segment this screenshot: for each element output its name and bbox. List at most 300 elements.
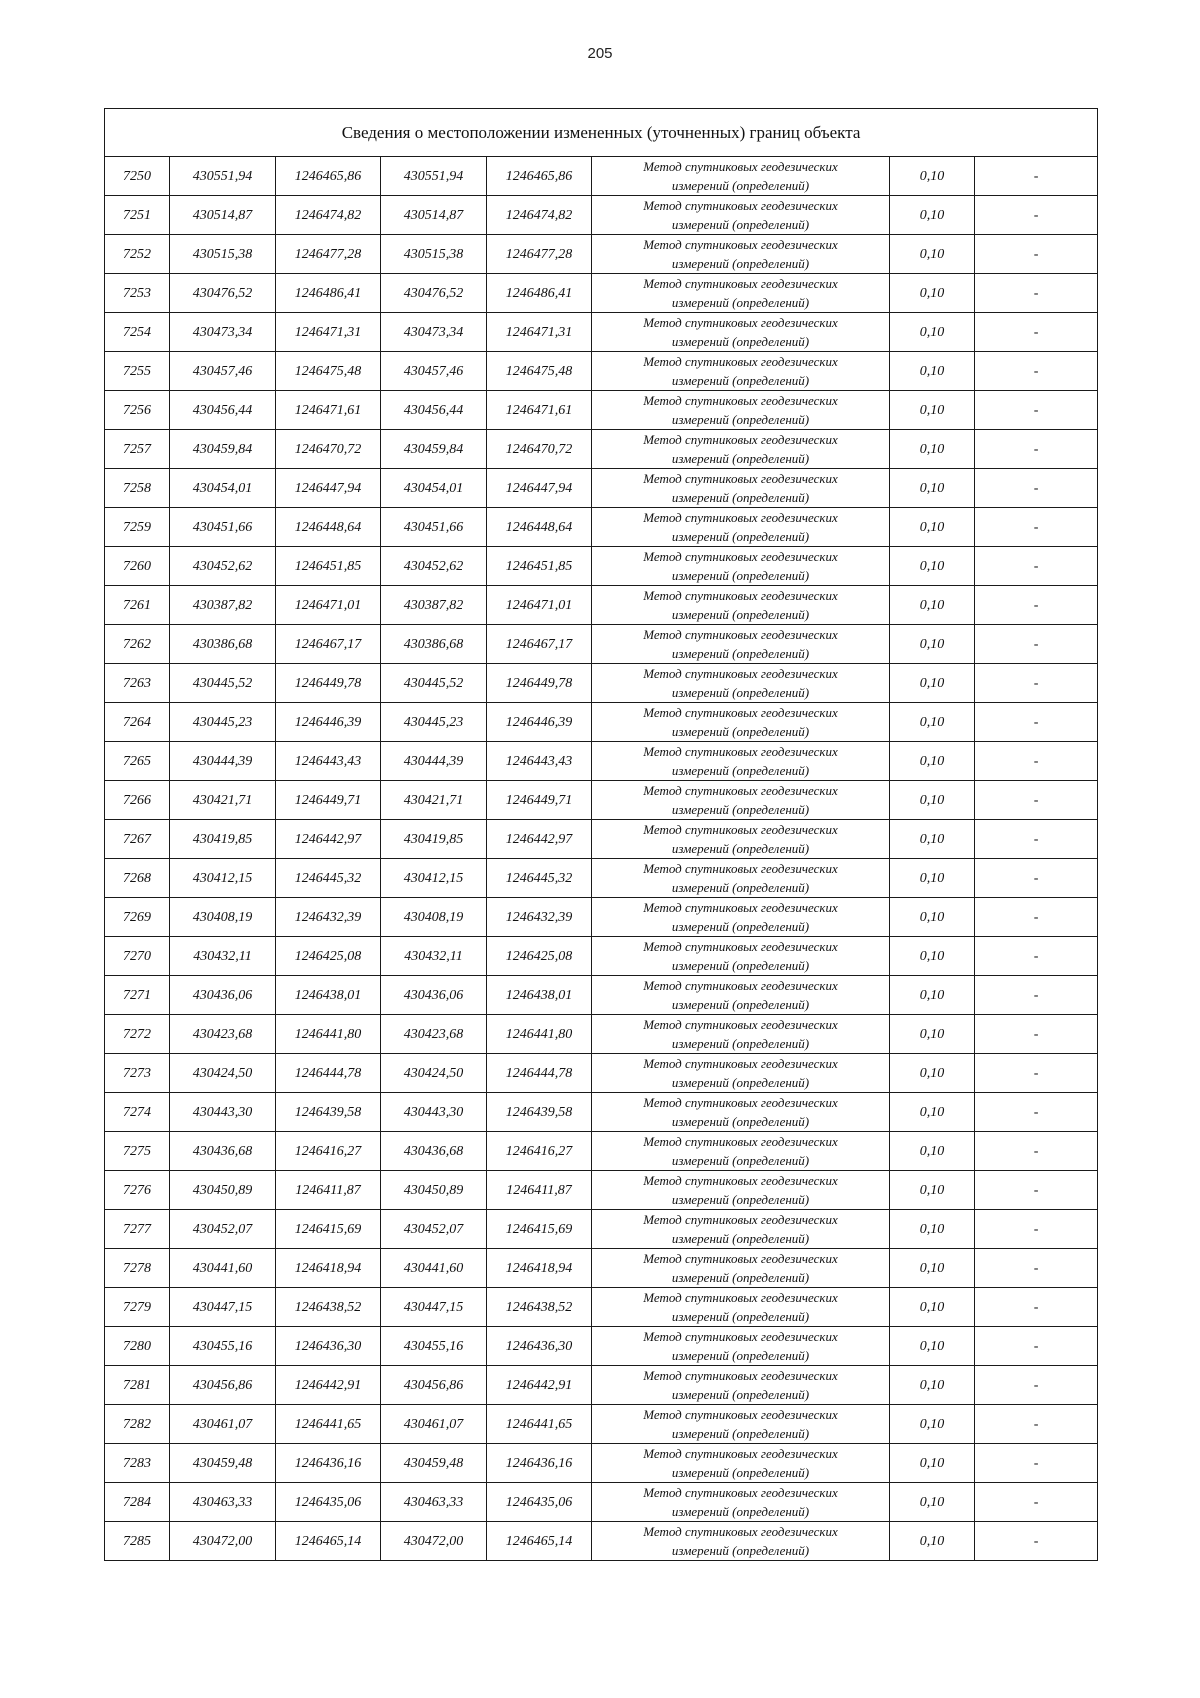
table-title: Сведения о местоположении измененных (уточненных) границ объекта [105,109,1098,157]
accuracy-cell: 0,10 [890,976,975,1015]
point-number-cell: 7255 [105,352,170,391]
table-row [105,1093,1098,1132]
method-line-1: Метод спутниковых геодезических [643,1446,838,1461]
x-existing-cell: 430461,07 [170,1405,276,1444]
table-row [105,1522,1098,1561]
method-line-1: Метод спутниковых геодезических [643,783,838,798]
method-line-2: измерений (определений) [671,568,810,583]
point-number-cell: 7284 [105,1483,170,1522]
x-new-cell: 430454,01 [381,469,487,508]
x-new-cell: 430444,39 [381,742,487,781]
x-existing-cell: 430445,23 [170,703,276,742]
accuracy-cell: 0,10 [890,235,975,274]
point-number-cell: 7260 [105,547,170,586]
method-cell [592,157,890,196]
table-row [105,625,1098,664]
table-row [105,976,1098,1015]
x-new-cell: 430459,84 [381,430,487,469]
x-existing-cell: 430473,34 [170,313,276,352]
y-existing-cell: 1246441,80 [276,1015,381,1054]
description-cell: - [975,313,1098,352]
y-existing-cell: 1246475,48 [276,352,381,391]
y-existing-cell: 1246449,71 [276,781,381,820]
method-line-2: измерений (определений) [671,919,810,934]
y-existing-cell: 1246465,14 [276,1522,381,1561]
method-line-2: измерений (определений) [671,724,810,739]
method-line-1: Метод спутниковых геодезических [643,588,838,603]
method-cell [592,625,890,664]
method-cell [592,1171,890,1210]
method-line-2: измерений (определений) [671,997,810,1012]
x-existing-cell: 430454,01 [170,469,276,508]
description-cell: - [975,1366,1098,1405]
method-line-1: Метод спутниковых геодезических [643,1134,838,1149]
x-existing-cell: 430456,44 [170,391,276,430]
point-number-cell: 7271 [105,976,170,1015]
y-existing-cell: 1246432,39 [276,898,381,937]
method-line-2: измерений (определений) [671,412,810,427]
x-new-cell: 430459,48 [381,1444,487,1483]
x-existing-cell: 430459,48 [170,1444,276,1483]
method-cell [592,976,890,1015]
y-new-cell: 1246470,72 [487,430,592,469]
description-cell: - [975,586,1098,625]
y-new-cell: 1246443,43 [487,742,592,781]
x-new-cell: 430450,89 [381,1171,487,1210]
description-cell: - [975,1015,1098,1054]
method-cell [592,1054,890,1093]
method-line-1: Метод спутниковых геодезических [643,978,838,993]
method-line-2: измерений (определений) [671,763,810,778]
x-existing-cell: 430515,38 [170,235,276,274]
point-number-cell: 7265 [105,742,170,781]
method-cell [592,898,890,937]
method-cell [592,430,890,469]
point-number-cell: 7276 [105,1171,170,1210]
description-cell: - [975,742,1098,781]
description-cell: - [975,1171,1098,1210]
method-line-1: Метод спутниковых геодезических [643,1095,838,1110]
table-row [105,937,1098,976]
description-cell: - [975,157,1098,196]
x-new-cell: 430436,06 [381,976,487,1015]
x-new-cell: 430473,34 [381,313,487,352]
x-new-cell: 430476,52 [381,274,487,313]
point-number-cell: 7278 [105,1249,170,1288]
x-new-cell: 430451,66 [381,508,487,547]
table-row [105,781,1098,820]
x-new-cell: 430514,87 [381,196,487,235]
y-new-cell: 1246441,80 [487,1015,592,1054]
method-cell [592,1366,890,1405]
y-new-cell: 1246416,27 [487,1132,592,1171]
method-line-2: измерений (определений) [671,1309,810,1324]
x-existing-cell: 430450,89 [170,1171,276,1210]
x-new-cell: 430441,60 [381,1249,487,1288]
y-existing-cell: 1246449,78 [276,664,381,703]
method-cell [592,1210,890,1249]
table-row [105,508,1098,547]
description-cell: - [975,469,1098,508]
x-existing-cell: 430445,52 [170,664,276,703]
description-cell: - [975,625,1098,664]
accuracy-cell: 0,10 [890,1366,975,1405]
method-cell [592,1405,890,1444]
accuracy-cell: 0,10 [890,703,975,742]
table-row [105,1249,1098,1288]
method-line-2: измерений (определений) [671,802,810,817]
table-row [105,1483,1098,1522]
description-cell: - [975,1132,1098,1171]
point-number-cell: 7281 [105,1366,170,1405]
method-cell [592,1444,890,1483]
method-cell [592,1015,890,1054]
method-line-1: Метод спутниковых геодезических [643,393,838,408]
description-cell: - [975,1093,1098,1132]
method-line-1: Метод спутниковых геодезических [643,822,838,837]
method-cell [592,1483,890,1522]
table-row [105,547,1098,586]
x-new-cell: 430452,07 [381,1210,487,1249]
x-new-cell: 430432,11 [381,937,487,976]
method-line-1: Метод спутниковых геодезических [643,1485,838,1500]
point-number-cell: 7252 [105,235,170,274]
y-new-cell: 1246471,01 [487,586,592,625]
accuracy-cell: 0,10 [890,352,975,391]
y-new-cell: 1246432,39 [487,898,592,937]
point-number-cell: 7274 [105,1093,170,1132]
method-cell [592,1093,890,1132]
method-line-1: Метод спутниковых геодезических [643,1407,838,1422]
method-line-2: измерений (определений) [671,1387,810,1402]
method-cell [592,664,890,703]
method-line-1: Метод спутниковых геодезических [643,1524,838,1539]
y-existing-cell: 1246477,28 [276,235,381,274]
y-new-cell: 1246475,48 [487,352,592,391]
y-existing-cell: 1246471,61 [276,391,381,430]
y-existing-cell: 1246418,94 [276,1249,381,1288]
y-new-cell: 1246451,85 [487,547,592,586]
method-line-2: измерений (определений) [671,607,810,622]
accuracy-cell: 0,10 [890,586,975,625]
method-cell [592,274,890,313]
y-new-cell: 1246415,69 [487,1210,592,1249]
point-number-cell: 7259 [105,508,170,547]
table-row [105,859,1098,898]
method-line-1: Метод спутниковых геодезических [643,198,838,213]
y-existing-cell: 1246439,58 [276,1093,381,1132]
y-new-cell: 1246474,82 [487,196,592,235]
accuracy-cell: 0,10 [890,274,975,313]
x-existing-cell: 430424,50 [170,1054,276,1093]
accuracy-cell: 0,10 [890,508,975,547]
table-row [105,1210,1098,1249]
description-cell: - [975,430,1098,469]
point-number-cell: 7251 [105,196,170,235]
method-cell [592,508,890,547]
accuracy-cell: 0,10 [890,937,975,976]
y-new-cell: 1246449,78 [487,664,592,703]
y-existing-cell: 1246451,85 [276,547,381,586]
accuracy-cell: 0,10 [890,1483,975,1522]
accuracy-cell: 0,10 [890,1522,975,1561]
description-cell: - [975,1288,1098,1327]
point-number-cell: 7279 [105,1288,170,1327]
method-line-1: Метод спутниковых геодезических [643,1329,838,1344]
accuracy-cell: 0,10 [890,1327,975,1366]
point-number-cell: 7268 [105,859,170,898]
table-row [105,274,1098,313]
point-number-cell: 7277 [105,1210,170,1249]
accuracy-cell: 0,10 [890,898,975,937]
description-cell: - [975,1054,1098,1093]
x-existing-cell: 430386,68 [170,625,276,664]
accuracy-cell: 0,10 [890,157,975,196]
x-existing-cell: 430412,15 [170,859,276,898]
accuracy-cell: 0,10 [890,625,975,664]
method-line-1: Метод спутниковых геодезических [643,276,838,291]
y-existing-cell: 1246486,41 [276,274,381,313]
method-line-1: Метод спутниковых геодезических [643,744,838,759]
accuracy-cell: 0,10 [890,1054,975,1093]
method-line-2: измерений (определений) [671,1036,810,1051]
accuracy-cell: 0,10 [890,196,975,235]
x-existing-cell: 430421,71 [170,781,276,820]
method-line-1: Метод спутниковых геодезических [643,159,838,174]
x-new-cell: 430456,44 [381,391,487,430]
y-existing-cell: 1246415,69 [276,1210,381,1249]
method-line-2: измерений (определений) [671,1192,810,1207]
method-cell [592,820,890,859]
method-cell [592,469,890,508]
description-cell: - [975,1522,1098,1561]
y-existing-cell: 1246471,31 [276,313,381,352]
table-row [105,1288,1098,1327]
point-number-cell: 7256 [105,391,170,430]
description-cell: - [975,820,1098,859]
description-cell: - [975,391,1098,430]
description-cell: - [975,547,1098,586]
accuracy-cell: 0,10 [890,469,975,508]
x-new-cell: 430387,82 [381,586,487,625]
description-cell: - [975,937,1098,976]
x-new-cell: 430447,15 [381,1288,487,1327]
x-new-cell: 430456,86 [381,1366,487,1405]
method-cell [592,586,890,625]
y-new-cell: 1246436,16 [487,1444,592,1483]
x-existing-cell: 430455,16 [170,1327,276,1366]
table-row [105,1132,1098,1171]
y-existing-cell: 1246416,27 [276,1132,381,1171]
y-existing-cell: 1246445,32 [276,859,381,898]
table-row [105,1015,1098,1054]
accuracy-cell: 0,10 [890,820,975,859]
method-line-2: измерений (определений) [671,1465,810,1480]
method-line-1: Метод спутниковых геодезических [643,900,838,915]
method-line-2: измерений (определений) [671,1231,810,1246]
y-new-cell: 1246477,28 [487,235,592,274]
x-new-cell: 430436,68 [381,1132,487,1171]
description-cell: - [975,703,1098,742]
y-new-cell: 1246448,64 [487,508,592,547]
y-existing-cell: 1246411,87 [276,1171,381,1210]
point-number-cell: 7273 [105,1054,170,1093]
y-new-cell: 1246442,97 [487,820,592,859]
point-number-cell: 7285 [105,1522,170,1561]
method-cell [592,313,890,352]
method-line-2: измерений (определений) [671,1075,810,1090]
description-cell: - [975,274,1098,313]
method-line-2: измерений (определений) [671,841,810,856]
method-line-1: Метод спутниковых геодезических [643,510,838,525]
accuracy-cell: 0,10 [890,1444,975,1483]
y-new-cell: 1246465,14 [487,1522,592,1561]
x-existing-cell: 430436,68 [170,1132,276,1171]
y-new-cell: 1246442,91 [487,1366,592,1405]
y-new-cell: 1246418,94 [487,1249,592,1288]
method-line-2: измерений (определений) [671,451,810,466]
method-line-2: измерений (определений) [671,529,810,544]
table-row [105,1171,1098,1210]
table-row [105,430,1098,469]
x-new-cell: 430455,16 [381,1327,487,1366]
method-cell [592,742,890,781]
description-cell: - [975,352,1098,391]
table-row [105,235,1098,274]
point-number-cell: 7257 [105,430,170,469]
description-cell: - [975,859,1098,898]
method-cell [592,781,890,820]
accuracy-cell: 0,10 [890,313,975,352]
x-new-cell: 430386,68 [381,625,487,664]
point-number-cell: 7250 [105,157,170,196]
table-title-row [105,109,1098,157]
x-existing-cell: 430419,85 [170,820,276,859]
method-line-1: Метод спутниковых геодезических [643,1173,838,1188]
table-row [105,1444,1098,1483]
method-line-1: Метод спутниковых геодезических [643,1368,838,1383]
y-existing-cell: 1246442,91 [276,1366,381,1405]
point-number-cell: 7282 [105,1405,170,1444]
table-row [105,586,1098,625]
method-line-2: измерений (определений) [671,295,810,310]
y-existing-cell: 1246447,94 [276,469,381,508]
boundary-table-container [104,108,1097,1561]
method-line-2: измерений (определений) [671,1504,810,1519]
table-row [105,820,1098,859]
x-new-cell: 430424,50 [381,1054,487,1093]
accuracy-cell: 0,10 [890,1015,975,1054]
x-new-cell: 430461,07 [381,1405,487,1444]
x-new-cell: 430408,19 [381,898,487,937]
point-number-cell: 7269 [105,898,170,937]
accuracy-cell: 0,10 [890,1288,975,1327]
x-new-cell: 430445,23 [381,703,487,742]
x-new-cell: 430472,00 [381,1522,487,1561]
method-line-1: Метод спутниковых геодезических [643,1017,838,1032]
point-number-cell: 7258 [105,469,170,508]
method-line-1: Метод спутниковых геодезических [643,1251,838,1266]
method-line-1: Метод спутниковых геодезических [643,861,838,876]
y-new-cell: 1246465,86 [487,157,592,196]
point-number-cell: 7275 [105,1132,170,1171]
method-line-1: Метод спутниковых геодезических [643,549,838,564]
accuracy-cell: 0,10 [890,1405,975,1444]
y-existing-cell: 1246438,01 [276,976,381,1015]
y-new-cell: 1246425,08 [487,937,592,976]
x-new-cell: 430515,38 [381,235,487,274]
method-line-2: измерений (определений) [671,490,810,505]
method-line-2: измерений (определений) [671,256,810,271]
accuracy-cell: 0,10 [890,547,975,586]
accuracy-cell: 0,10 [890,1093,975,1132]
description-cell: - [975,664,1098,703]
method-line-2: измерений (определений) [671,958,810,973]
method-cell [592,937,890,976]
point-number-cell: 7270 [105,937,170,976]
method-cell [592,391,890,430]
y-existing-cell: 1246442,97 [276,820,381,859]
method-line-2: измерений (определений) [671,685,810,700]
x-existing-cell: 430459,84 [170,430,276,469]
point-number-cell: 7266 [105,781,170,820]
table-row [105,703,1098,742]
accuracy-cell: 0,10 [890,1171,975,1210]
y-new-cell: 1246447,94 [487,469,592,508]
table-row [105,469,1098,508]
table-row [105,391,1098,430]
x-new-cell: 430421,71 [381,781,487,820]
y-new-cell: 1246446,39 [487,703,592,742]
method-line-1: Метод спутниковых геодезических [643,471,838,486]
description-cell: - [975,781,1098,820]
y-new-cell: 1246445,32 [487,859,592,898]
description-cell: - [975,1405,1098,1444]
table-row [105,157,1098,196]
y-new-cell: 1246471,61 [487,391,592,430]
y-existing-cell: 1246436,16 [276,1444,381,1483]
point-number-cell: 7267 [105,820,170,859]
point-number-cell: 7262 [105,625,170,664]
y-existing-cell: 1246474,82 [276,196,381,235]
table-row [105,1366,1098,1405]
point-number-cell: 7261 [105,586,170,625]
y-new-cell: 1246471,31 [487,313,592,352]
table-row [105,1327,1098,1366]
description-cell: - [975,1210,1098,1249]
point-number-cell: 7280 [105,1327,170,1366]
method-cell [592,352,890,391]
method-line-1: Метод спутниковых геодезических [643,432,838,447]
description-cell: - [975,976,1098,1015]
x-new-cell: 430412,15 [381,859,487,898]
x-new-cell: 430423,68 [381,1015,487,1054]
x-existing-cell: 430452,62 [170,547,276,586]
x-existing-cell: 430472,00 [170,1522,276,1561]
point-number-cell: 7283 [105,1444,170,1483]
table-row [105,1405,1098,1444]
table-row [105,742,1098,781]
x-existing-cell: 430387,82 [170,586,276,625]
x-existing-cell: 430514,87 [170,196,276,235]
y-new-cell: 1246435,06 [487,1483,592,1522]
x-existing-cell: 430463,33 [170,1483,276,1522]
description-cell: - [975,1444,1098,1483]
y-existing-cell: 1246435,06 [276,1483,381,1522]
accuracy-cell: 0,10 [890,781,975,820]
y-existing-cell: 1246448,64 [276,508,381,547]
y-new-cell: 1246438,01 [487,976,592,1015]
